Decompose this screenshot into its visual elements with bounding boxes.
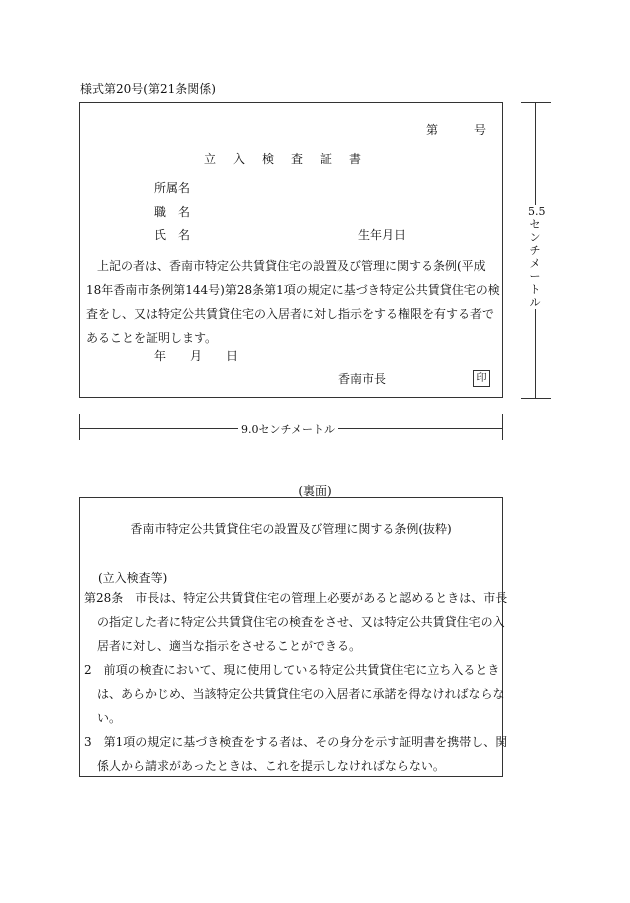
section-heading: (立入検査等): [98, 571, 168, 585]
form-number-title: 様式第20号(第21条関係): [80, 82, 216, 96]
width-dimension-left-tick: [79, 414, 80, 440]
width-dimension-label: 9.0センチメートル: [238, 421, 338, 437]
height-dimension-bottom-tick: [521, 398, 551, 399]
seal-box: 印: [473, 370, 490, 387]
date-of-birth-label: 生年月日: [358, 228, 407, 242]
reverse-side-label: (裏面): [298, 484, 332, 498]
inspection-certificate-front: [79, 102, 503, 398]
certification-statement: 上記の者は、香南市特定公共賃貸住宅の設置及び管理に関する条例(平成18年香南市条例第144号)第28条第1項の規定に基づき特定公共賃貸住宅の検査をし、又は特定公共賃貸住宅の入居者に対し指示をする権限を有する者であることを証明します。: [86, 259, 500, 345]
height-dimension-top-tick: [521, 102, 551, 103]
affiliation-field-label: 所属名: [154, 181, 191, 195]
issuer-label: 香南市長: [338, 372, 387, 386]
position-field-label: 職 名: [154, 205, 191, 219]
issue-date-line: 年 月 日: [154, 349, 239, 363]
width-dimension-right-tick: [502, 414, 503, 440]
height-dimension-label: 5.5センチメートル: [528, 205, 546, 309]
article-28-paragraph-2: 2 前項の検査において、現に使用している特定公共賃貸住宅に立ち入るときは、あらかじめ、当該特定公共賃貸住宅の入居者に承諾を得なければならない。: [84, 663, 505, 725]
certificate-title: 立入検査証書: [203, 152, 378, 166]
article-28-paragraph-3: 3 第1項の規定に基づき検査をする者は、その身分を示す証明書を携帯し、関係人から請求があったときは、これを提示しなければならない。: [84, 735, 508, 773]
inspection-certificate-back: [79, 497, 508, 777]
certificate-number-label: 第 号: [425, 123, 486, 137]
ordinance-excerpt-title: 香南市特定公共賃貸住宅の設置及び管理に関する条例(抜粋): [130, 522, 452, 536]
article-28-paragraph-1: 第28条 市長は、特定公共賃貸住宅の管理上必要があると認めるときは、市長の指定した者に特定公共賃貸住宅の検査をさせ、又は特定公共賃貸住宅の入居者に対し、適当な指示をさせることができる。: [84, 591, 508, 653]
name-field-label: 氏 名: [154, 228, 191, 242]
